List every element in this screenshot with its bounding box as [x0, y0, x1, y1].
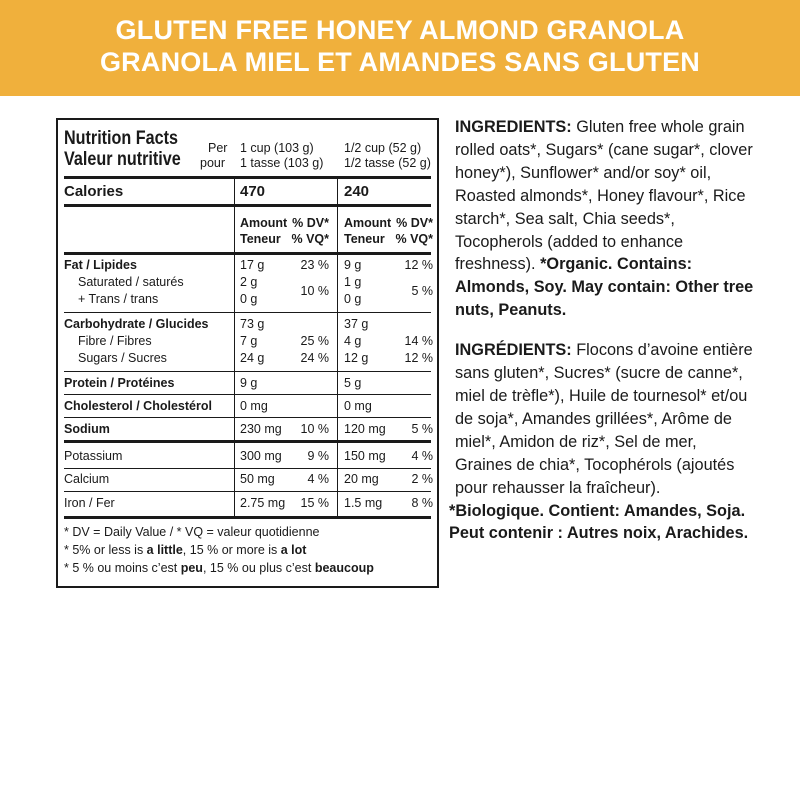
sat-trans-dv-2: 5 %	[411, 284, 433, 298]
footnote-fr: * 5 % ou moins c’est peu, 15 % ou plus c’est beaucoup	[64, 561, 374, 575]
potassium-amount-2: 150 mg	[344, 449, 386, 463]
footnote-en: * 5% or less is a little, 15 % or more is a lot	[64, 543, 307, 557]
potassium-label: Potassium	[64, 449, 123, 463]
fat-dv-1: 23 %	[300, 258, 329, 272]
nutrition-title-en: Nutrition Facts	[64, 128, 178, 149]
product-title-banner	[0, 0, 800, 96]
iron-amount-1: 2.75 mg	[240, 496, 286, 510]
protein-amount-2: 5 g	[344, 376, 362, 390]
calcium-amount-1: 50 mg	[240, 472, 275, 486]
column-divider	[337, 176, 338, 516]
sodium-label: Sodium	[64, 422, 110, 436]
protein-label: Protein / Protéines	[64, 376, 175, 390]
carb-amount-2: 37 g	[344, 317, 369, 331]
sodium-dv-1: 10 %	[300, 422, 329, 436]
sodium-dv-2: 5 %	[411, 422, 433, 436]
per-label: Per	[208, 141, 228, 155]
ingredients-en-allergens: *Organic. Contains: Almonds, Soy. May contain: Other tree nuts, Peanuts.	[455, 255, 754, 320]
fat-label: Fat / Lipides	[64, 258, 137, 272]
sugars-label: Sugars / Sucres	[78, 351, 167, 365]
divider	[64, 491, 431, 492]
fibre-dv-2: 14 %	[404, 334, 433, 348]
divider	[64, 176, 431, 179]
cholesterol-amount-1: 0 mg	[240, 399, 268, 413]
iron-dv-2: 8 %	[411, 496, 433, 510]
amount-header-fr-2: Teneur	[344, 232, 385, 246]
calories-label: Calories	[64, 183, 124, 200]
carb-label: Carbohydrate / Glucides	[64, 317, 209, 331]
fibre-amount-2: 4 g	[344, 334, 362, 348]
ingredients-en-label: INGREDIENTS:	[455, 118, 572, 136]
fibre-label: Fibre / Fibres	[78, 334, 152, 348]
trans-amount-1: 0 g	[240, 292, 258, 306]
product-title-en: GLUTEN FREE HONEY ALMOND GRANOLA	[115, 15, 685, 45]
iron-amount-2: 1.5 mg	[344, 496, 383, 510]
nutrition-facts-table	[56, 118, 439, 588]
fat-dv-2: 12 %	[404, 258, 433, 272]
ingredients-fr-text: Flocons d’avoine entière sans gluten*, Sucres* (sucre de canne*, miel de trèfle*), Huile de tournesol* et/ou de soja*, Amandes grillées*, Arôme de miel*, Amidon de riz*, Sel de mer, Graines de chia*, Tocophérols (ajoutés pour rehausser la fraîcheur).	[455, 341, 753, 497]
fat-amount-2: 9 g	[344, 258, 362, 272]
product-title-fr: GRANOLA MIEL ET AMANDES SANS GLUTEN	[99, 47, 700, 77]
saturated-amount-1: 2 g	[240, 275, 258, 289]
trans-label: + Trans / trans	[78, 292, 159, 306]
sodium-amount-1: 230 mg	[240, 422, 282, 436]
divider	[64, 252, 431, 255]
dv-header-fr-2: % VQ*	[395, 232, 433, 246]
trans-amount-2: 0 g	[344, 292, 362, 306]
divider	[64, 468, 431, 469]
calories-serving2: 240	[344, 183, 370, 200]
saturated-amount-2: 1 g	[344, 275, 362, 289]
serving1-fr: 1 tasse (103 g)	[240, 156, 324, 170]
divider	[64, 312, 431, 313]
serving1-en: 1 cup (103 g)	[240, 141, 314, 155]
divider	[64, 417, 431, 418]
divider	[64, 516, 431, 519]
saturated-label: Saturated / saturés	[78, 275, 184, 289]
iron-label: Iron / Fer	[64, 496, 115, 510]
divider	[64, 204, 431, 207]
ingredients-fr-allergens: *Biologique. Contient: Amandes, Soja. Peut contenir : Autres noix, Arachides.	[449, 501, 749, 543]
calcium-label: Calcium	[64, 472, 110, 486]
calcium-dv-2: 2 %	[411, 472, 433, 486]
column-divider	[234, 176, 235, 516]
potassium-dv-2: 4 %	[411, 449, 433, 463]
divider	[64, 371, 431, 372]
dv-header-en-2: % DV*	[396, 216, 433, 230]
pour-label: pour	[200, 156, 226, 170]
ingredients-fr	[455, 339, 755, 499]
dv-header-fr: % VQ*	[291, 232, 329, 246]
amount-header-en: Amount	[240, 216, 288, 230]
ingredients-en-text: Gluten free whole grain rolled oats*, Sugars* (cane sugar*, clover honey*), Sunflower* and/or soy* oil, Roasted almonds*, Honey flavour*, Rice starch*, Sea salt, Chia seeds*, Tocopherols (added to enhance freshness).	[455, 118, 753, 274]
sugars-amount-1: 24 g	[240, 351, 265, 365]
fat-amount-1: 17 g	[240, 258, 265, 272]
amount-header-en-2: Amount	[344, 216, 392, 230]
sat-trans-dv-1: 10 %	[300, 284, 329, 298]
amount-header-fr: Teneur	[240, 232, 281, 246]
sodium-amount-2: 120 mg	[344, 422, 386, 436]
cholesterol-label: Cholesterol / Cholestérol	[64, 399, 212, 413]
footnote-dv: * DV = Daily Value / * VQ = valeur quotidienne	[64, 525, 320, 539]
iron-dv-1: 15 %	[300, 496, 329, 510]
ingredients-fr-label: INGRÉDIENTS:	[455, 341, 572, 360]
divider	[64, 440, 431, 443]
fibre-dv-1: 25 %	[300, 334, 329, 348]
cholesterol-amount-2: 0 mg	[344, 399, 372, 413]
fibre-amount-1: 7 g	[240, 334, 258, 348]
calcium-dv-1: 4 %	[307, 472, 329, 486]
calcium-amount-2: 20 mg	[344, 472, 379, 486]
potassium-amount-1: 300 mg	[240, 449, 282, 463]
nutrition-title-fr: Valeur nutritive	[64, 149, 181, 170]
ingredients-panel	[449, 116, 755, 545]
dv-header-en: % DV*	[292, 216, 329, 230]
serving2-fr: 1/2 tasse (52 g)	[344, 156, 431, 170]
carb-amount-1: 73 g	[240, 317, 265, 331]
serving2-en: 1/2 cup (52 g)	[344, 141, 422, 155]
sugars-dv-1: 24 %	[300, 351, 329, 365]
divider	[64, 394, 431, 395]
sugars-dv-2: 12 %	[404, 351, 433, 365]
protein-amount-1: 9 g	[240, 376, 258, 390]
calories-serving1: 470	[240, 183, 266, 200]
potassium-dv-1: 9 %	[307, 449, 329, 463]
sugars-amount-2: 12 g	[344, 351, 369, 365]
ingredients-en	[455, 116, 755, 322]
